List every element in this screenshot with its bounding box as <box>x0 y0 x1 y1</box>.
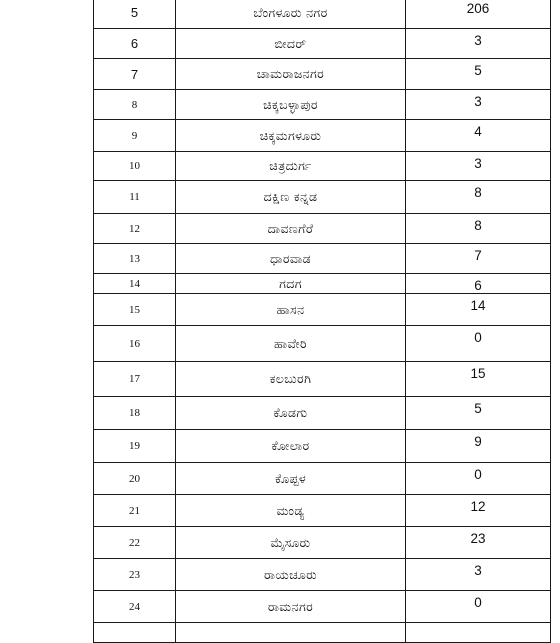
case-count-cell: 8 <box>406 181 551 214</box>
case-count-cell: 206 <box>406 0 551 29</box>
district-name-cell: ದಾವಣಗೆರೆ <box>176 214 406 244</box>
case-count-cell: 8 <box>406 214 551 244</box>
district-name-cell: ಮಂಡ್ಯ <box>176 495 406 527</box>
table-row <box>94 0 551 29</box>
table-row <box>94 430 551 463</box>
case-count-cell: 3 <box>406 152 551 181</box>
case-count-cell: 15 <box>406 362 551 397</box>
table-row <box>94 244 551 274</box>
row-number-cell: 7 <box>94 59 176 90</box>
case-count-cell: 7 <box>406 244 551 274</box>
district-name-cell: ದಕ್ಷಿಣ ಕನ್ನಡ <box>176 181 406 214</box>
row-number-cell: 21 <box>94 495 176 527</box>
table-row <box>94 527 551 559</box>
row-number-cell: 24 <box>94 591 176 623</box>
table-row <box>94 29 551 59</box>
table-row <box>94 326 551 362</box>
table-row <box>94 362 551 397</box>
table-row <box>94 397 551 430</box>
case-count-cell: 5 <box>406 397 551 430</box>
table-body <box>94 0 551 643</box>
district-name-cell: ಗದಗ <box>176 274 406 294</box>
table-row <box>94 274 551 294</box>
table-row <box>94 294 551 326</box>
row-number-cell: 23 <box>94 559 176 591</box>
row-number-cell: 20 <box>94 463 176 495</box>
table-row <box>94 181 551 214</box>
district-name-cell: ಕೋಲಾರ <box>176 430 406 463</box>
row-number-cell: 13 <box>94 244 176 274</box>
case-count-cell: 9 <box>406 430 551 463</box>
case-count-cell: 0 <box>406 326 551 362</box>
district-name-cell: ಚಿಕ್ಕಮಗಳೂರು <box>176 120 406 152</box>
row-number-cell: 17 <box>94 362 176 397</box>
case-count-cell: 3 <box>406 29 551 59</box>
row-number-cell: 12 <box>94 214 176 244</box>
district-name-cell: ಚಿತ್ರದುರ್ಗ <box>176 152 406 181</box>
case-count-cell: 5 <box>406 59 551 90</box>
row-number-cell: 10 <box>94 152 176 181</box>
table-row <box>94 90 551 120</box>
table-row <box>94 463 551 495</box>
case-count-cell: 4 <box>406 120 551 152</box>
case-count-cell: 14 <box>406 294 551 326</box>
row-number-cell: 19 <box>94 430 176 463</box>
row-number-cell: 14 <box>94 274 176 294</box>
table-row <box>94 623 551 643</box>
district-name-cell: ಹಾಸನ <box>176 294 406 326</box>
district-name-cell: ಚಿಕ್ಕಬಳ್ಳಾಪುರ <box>176 90 406 120</box>
table-row <box>94 120 551 152</box>
table-row <box>94 495 551 527</box>
district-cases-table <box>93 0 551 643</box>
case-count-cell <box>406 623 551 643</box>
district-name-cell: ಬೀದರ್ <box>176 29 406 59</box>
table-row <box>94 214 551 244</box>
district-name-cell: ಕೊಪ್ಪಳ <box>176 463 406 495</box>
row-number-cell: 6 <box>94 29 176 59</box>
table-row <box>94 59 551 90</box>
district-name-cell: ರಾಮನಗರ <box>176 591 406 623</box>
case-count-cell: 0 <box>406 463 551 495</box>
row-number-cell: 18 <box>94 397 176 430</box>
case-count-cell: 3 <box>406 559 551 591</box>
table-row <box>94 152 551 181</box>
case-count-cell: 12 <box>406 495 551 527</box>
row-number-cell: 22 <box>94 527 176 559</box>
district-name-cell <box>176 623 406 643</box>
row-number-cell <box>94 623 176 643</box>
row-number-cell: 9 <box>94 120 176 152</box>
row-number-cell: 8 <box>94 90 176 120</box>
row-number-cell: 16 <box>94 326 176 362</box>
district-name-cell: ಹಾವೇರಿ <box>176 326 406 362</box>
case-count-cell: 3 <box>406 90 551 120</box>
district-name-cell: ರಾಯಚೂರು <box>176 559 406 591</box>
row-number-cell: 15 <box>94 294 176 326</box>
district-name-cell: ಚಾಮರಾಜನಗರ <box>176 59 406 90</box>
district-name-cell: ಕಲಬುರಗಿ <box>176 362 406 397</box>
table-row <box>94 591 551 623</box>
district-name-cell: ಬೆಂಗಳೂರು ನಗರ <box>176 0 406 29</box>
row-number-cell: 11 <box>94 181 176 214</box>
case-count-cell: 0 <box>406 591 551 623</box>
case-count-cell: 23 <box>406 527 551 559</box>
district-name-cell: ಮೈಸೂರು <box>176 527 406 559</box>
case-count-cell: 6 <box>406 274 551 294</box>
table-row <box>94 559 551 591</box>
district-name-cell: ಕೊಡಗು <box>176 397 406 430</box>
row-number-cell: 5 <box>94 0 176 29</box>
district-name-cell: ಧಾರವಾಡ <box>176 244 406 274</box>
